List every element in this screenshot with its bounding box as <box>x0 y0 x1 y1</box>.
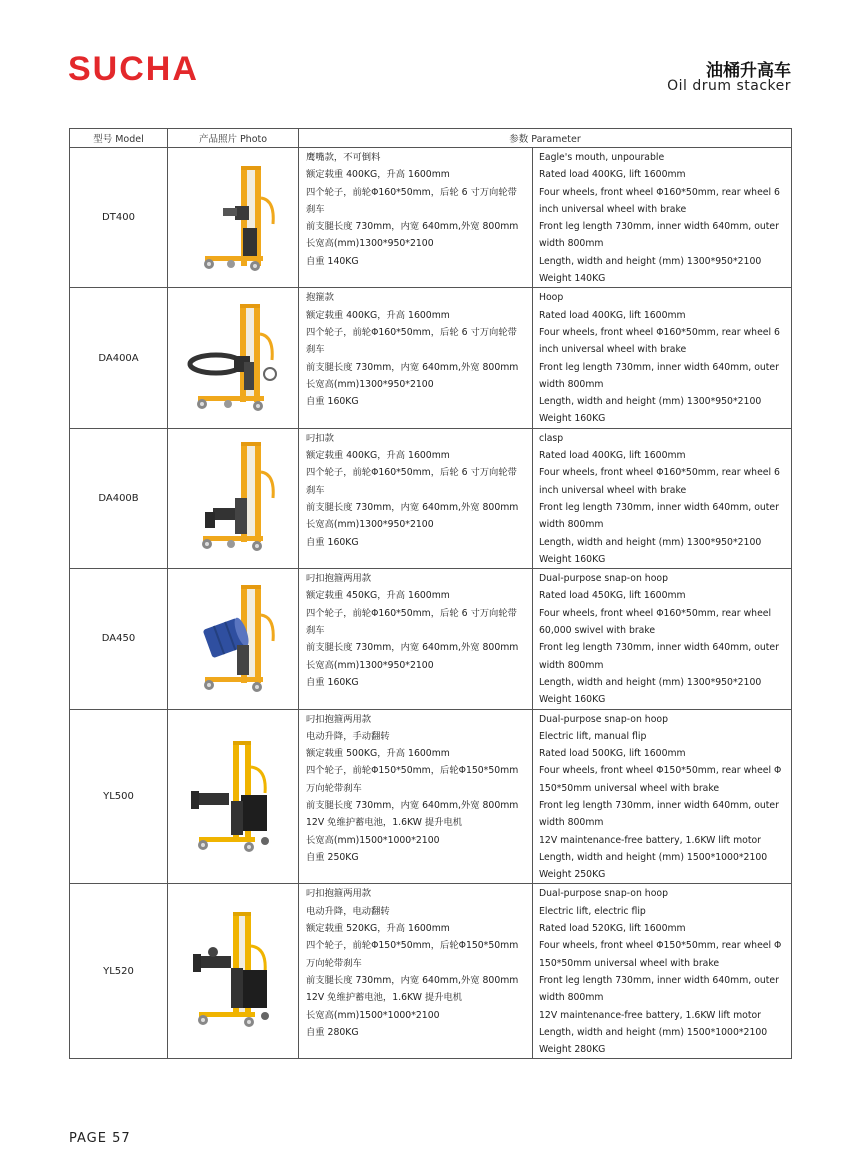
param-line: Front leg length 730mm, inner width 640mm, outer <box>539 974 779 986</box>
parameter-cn-cell <box>299 569 533 709</box>
page-title-cn: 油桶升高车 <box>706 61 791 81</box>
param-line: 额定载重 400KG，升高 1600mm <box>306 309 450 321</box>
param-line: Front leg length 730mm, inner width 640mm, outer <box>539 799 779 811</box>
param-line: Four wheels, front wheel Φ160*50mm, rear wheel 6 <box>539 467 780 479</box>
product-photo <box>168 709 299 884</box>
param-line: 长宽高(mm)1300*950*2100 <box>306 659 434 671</box>
param-line: width 800mm <box>539 378 604 390</box>
param-line: 12V maintenance-free battery, 1.6KW lift motor <box>539 834 762 846</box>
param-line: Rated load 400KG, lift 1600mm <box>539 309 686 321</box>
param-line: Front leg length 730mm, inner width 640mm, outer <box>539 221 779 233</box>
param-line: Dual-purpose snap-on hoop <box>539 888 668 900</box>
param-line: Weight 160KG <box>539 413 606 425</box>
stacker-hoop-photo <box>178 298 288 418</box>
param-line: Eagle's mouth, unpourable <box>539 152 665 163</box>
param-line: Weight 250KG <box>539 869 606 881</box>
param-line: 前支腿长度 730mm，内宽 640mm,外宽 800mm <box>306 799 519 811</box>
param-line: 自重 280KG <box>306 1026 359 1038</box>
electric-stacker-photo <box>183 731 283 861</box>
param-line: 鹰嘴款，不可倒料 <box>306 152 381 163</box>
header-model: 型号 Model <box>70 129 168 148</box>
param-line: Four wheels, front wheel Φ150*50mm, rear wheel Φ <box>539 765 782 777</box>
param-line: 自重 160KG <box>306 396 359 408</box>
table-row <box>70 709 792 884</box>
param-line: 四个轮子，前轮Φ150*50mm，后轮Φ150*50mm <box>306 765 519 777</box>
parameter-en-cell <box>533 148 792 288</box>
parameter-cn-cell <box>299 148 533 288</box>
param-line: inch universal wheel with brake <box>539 344 687 356</box>
param-line: Four wheels, front wheel Φ160*50mm, rear wheel 6 <box>539 186 780 198</box>
param-line: width 800mm <box>539 238 604 250</box>
model-cell: DA400A <box>70 288 168 428</box>
param-line: Weight 160KG <box>539 553 606 565</box>
product-photo <box>168 884 299 1059</box>
param-line: 前支腿长度 730mm，内宽 640mm,外宽 800mm <box>306 361 519 373</box>
param-line: 额定载重 400KG，升高 1600mm <box>306 169 450 181</box>
param-line: 前支腿长度 730mm，内宽 640mm,外宽 800mm <box>306 501 519 513</box>
param-line: 四个轮子，前轮Φ160*50mm，后轮 6 寸万向轮带 <box>306 326 517 338</box>
param-line: 长宽高(mm)1300*950*2100 <box>306 238 434 250</box>
param-line: 自重 160KG <box>306 676 359 688</box>
param-line: 150*50mm universal wheel with brake <box>539 957 720 969</box>
param-line: 刹车 <box>306 625 325 637</box>
param-line: width 800mm <box>539 817 604 829</box>
product-photo <box>168 148 299 288</box>
param-line: 自重 160KG <box>306 536 359 548</box>
param-line: Length, width and height (mm) 1300*950*2100 <box>539 396 762 408</box>
table-row <box>70 569 792 709</box>
model-cell: DA400B <box>70 428 168 568</box>
param-line: 12V 免维护蓄电池，1.6KW 提升电机 <box>306 817 463 829</box>
product-photo <box>168 428 299 568</box>
param-line: 长宽高(mm)1300*950*2100 <box>306 519 434 531</box>
param-line: Electric lift, electric flip <box>539 905 646 917</box>
param-line: 12V 免维护蓄电池，1.6KW 提升电机 <box>306 992 463 1004</box>
param-line: 刹车 <box>306 203 325 215</box>
param-line: Weight 160KG <box>539 694 606 706</box>
param-line: 刹车 <box>306 484 325 496</box>
param-line: 额定载重 450KG，升高 1600mm <box>306 590 450 602</box>
electric-flip-stacker-photo <box>183 906 283 1036</box>
param-line: Rated load 450KG, lift 1600mm <box>539 590 686 602</box>
param-line: Length, width and height (mm) 1300*950*2100 <box>539 255 762 267</box>
param-line: 抱箍款 <box>306 292 334 304</box>
parameter-cn-cell <box>299 884 533 1059</box>
param-line: Electric lift, manual flip <box>539 730 647 742</box>
param-line: 长宽高(mm)1500*1000*2100 <box>306 1009 440 1021</box>
header-photo: 产品照片 Photo <box>168 129 299 148</box>
param-line: 万向轮带刹车 <box>306 957 362 969</box>
stacker-eagle-mouth-photo <box>183 158 283 278</box>
param-line: 四个轮子，前轮Φ160*50mm，后轮 6 寸万向轮带 <box>306 607 517 619</box>
param-line: 12V maintenance-free battery, 1.6KW lift motor <box>539 1009 762 1021</box>
param-line: clasp <box>539 432 564 444</box>
param-line: 电动升降，电动翻转 <box>306 905 390 917</box>
param-line: 叼扣抱箍两用款 <box>306 888 372 900</box>
product-photo <box>168 288 299 428</box>
param-line: Four wheels, front wheel Φ150*50mm, rear wheel Φ <box>539 940 782 952</box>
parameter-en-cell <box>533 884 792 1059</box>
param-line: 刹车 <box>306 344 325 356</box>
table-row <box>70 288 792 428</box>
param-line: 叼扣抱箍两用款 <box>306 573 372 585</box>
param-line: 额定载重 400KG，升高 1600mm <box>306 450 450 462</box>
stacker-blue-drum-photo <box>183 579 283 699</box>
param-line: 四个轮子，前轮Φ160*50mm，后轮 6 寸万向轮带 <box>306 467 517 479</box>
param-line: width 800mm <box>539 519 604 531</box>
param-line: 前支腿长度 730mm，内宽 640mm,外宽 800mm <box>306 642 519 654</box>
parameter-en-cell <box>533 709 792 884</box>
param-line: Rated load 500KG, lift 1600mm <box>539 748 686 760</box>
param-line: Rated load 400KG, lift 1600mm <box>539 169 686 181</box>
param-line: 额定载重 500KG，升高 1600mm <box>306 748 450 760</box>
product-photo <box>168 569 299 709</box>
stacker-clasp-photo <box>183 438 283 558</box>
param-line: 150*50mm universal wheel with brake <box>539 782 720 794</box>
param-line: Four wheels, front wheel Φ160*50mm, rear wheel 6 <box>539 326 780 338</box>
param-line: 四个轮子，前轮Φ150*50mm，后轮Φ150*50mm <box>306 940 519 952</box>
param-line: Weight 140KG <box>539 273 606 285</box>
param-line: 前支腿长度 730mm，内宽 640mm,外宽 800mm <box>306 974 519 986</box>
parameter-cn-cell <box>299 288 533 428</box>
param-line: Rated load 520KG, lift 1600mm <box>539 923 686 935</box>
param-line: 额定载重 520KG，升高 1600mm <box>306 923 450 935</box>
parameter-en-cell <box>533 428 792 568</box>
parameter-en-cell <box>533 288 792 428</box>
param-line: 四个轮子，前轮Φ160*50mm，后轮 6 寸万向轮带 <box>306 186 517 198</box>
param-line: Front leg length 730mm, inner width 640mm, outer <box>539 501 779 513</box>
param-line: 自重 140KG <box>306 255 359 267</box>
param-line: Length, width and height (mm) 1500*1000*2100 <box>539 1026 768 1038</box>
spec-table <box>69 128 792 1059</box>
param-line: 叼扣款 <box>306 432 334 444</box>
param-line: 叼扣抱箍两用款 <box>306 713 372 725</box>
model-cell: YL520 <box>70 884 168 1059</box>
param-line: width 800mm <box>539 659 604 671</box>
table-row <box>70 428 792 568</box>
param-line: width 800mm <box>539 992 604 1004</box>
model-cell: YL500 <box>70 709 168 884</box>
param-line: 万向轮带刹车 <box>306 782 362 794</box>
table-row <box>70 148 792 288</box>
sucha-logo: SUCHA <box>68 50 199 88</box>
param-line: 长宽高(mm)1500*1000*2100 <box>306 834 440 846</box>
param-line: Rated load 400KG, lift 1600mm <box>539 450 686 462</box>
param-line: inch universal wheel with brake <box>539 484 687 496</box>
param-line: Dual-purpose snap-on hoop <box>539 713 668 725</box>
model-cell: DA450 <box>70 569 168 709</box>
param-line: 电动升降，手动翻转 <box>306 730 390 742</box>
param-line: 长宽高(mm)1300*950*2100 <box>306 378 434 390</box>
param-line: Hoop <box>539 292 564 304</box>
param-line: Length, width and height (mm) 1300*950*2100 <box>539 536 762 548</box>
param-line: 60,000 swivel with brake <box>539 625 656 637</box>
param-line: 前支腿长度 730mm，内宽 640mm,外宽 800mm <box>306 221 519 233</box>
param-line: 自重 250KG <box>306 851 359 863</box>
page-number: PAGE 57 <box>69 1131 131 1146</box>
param-line: Length, width and height (mm) 1500*1000*2100 <box>539 851 768 863</box>
header-parameter: 参数 Parameter <box>299 129 792 148</box>
table-header-row <box>70 129 792 148</box>
param-line: Front leg length 730mm, inner width 640mm, outer <box>539 361 779 373</box>
param-line: inch universal wheel with brake <box>539 203 687 215</box>
parameter-en-cell <box>533 569 792 709</box>
table-row <box>70 884 792 1059</box>
param-line: Front leg length 730mm, inner width 640mm, outer <box>539 642 779 654</box>
param-line: Dual-purpose snap-on hoop <box>539 573 668 585</box>
parameter-cn-cell <box>299 428 533 568</box>
param-line: Four wheels, front wheel Φ160*50mm, rear wheel <box>539 607 772 619</box>
parameter-cn-cell <box>299 709 533 884</box>
page-title-en: Oil drum stacker <box>667 78 791 94</box>
model-cell: DT400 <box>70 148 168 288</box>
param-line: Weight 280KG <box>539 1044 606 1056</box>
param-line: Length, width and height (mm) 1300*950*2100 <box>539 676 762 688</box>
